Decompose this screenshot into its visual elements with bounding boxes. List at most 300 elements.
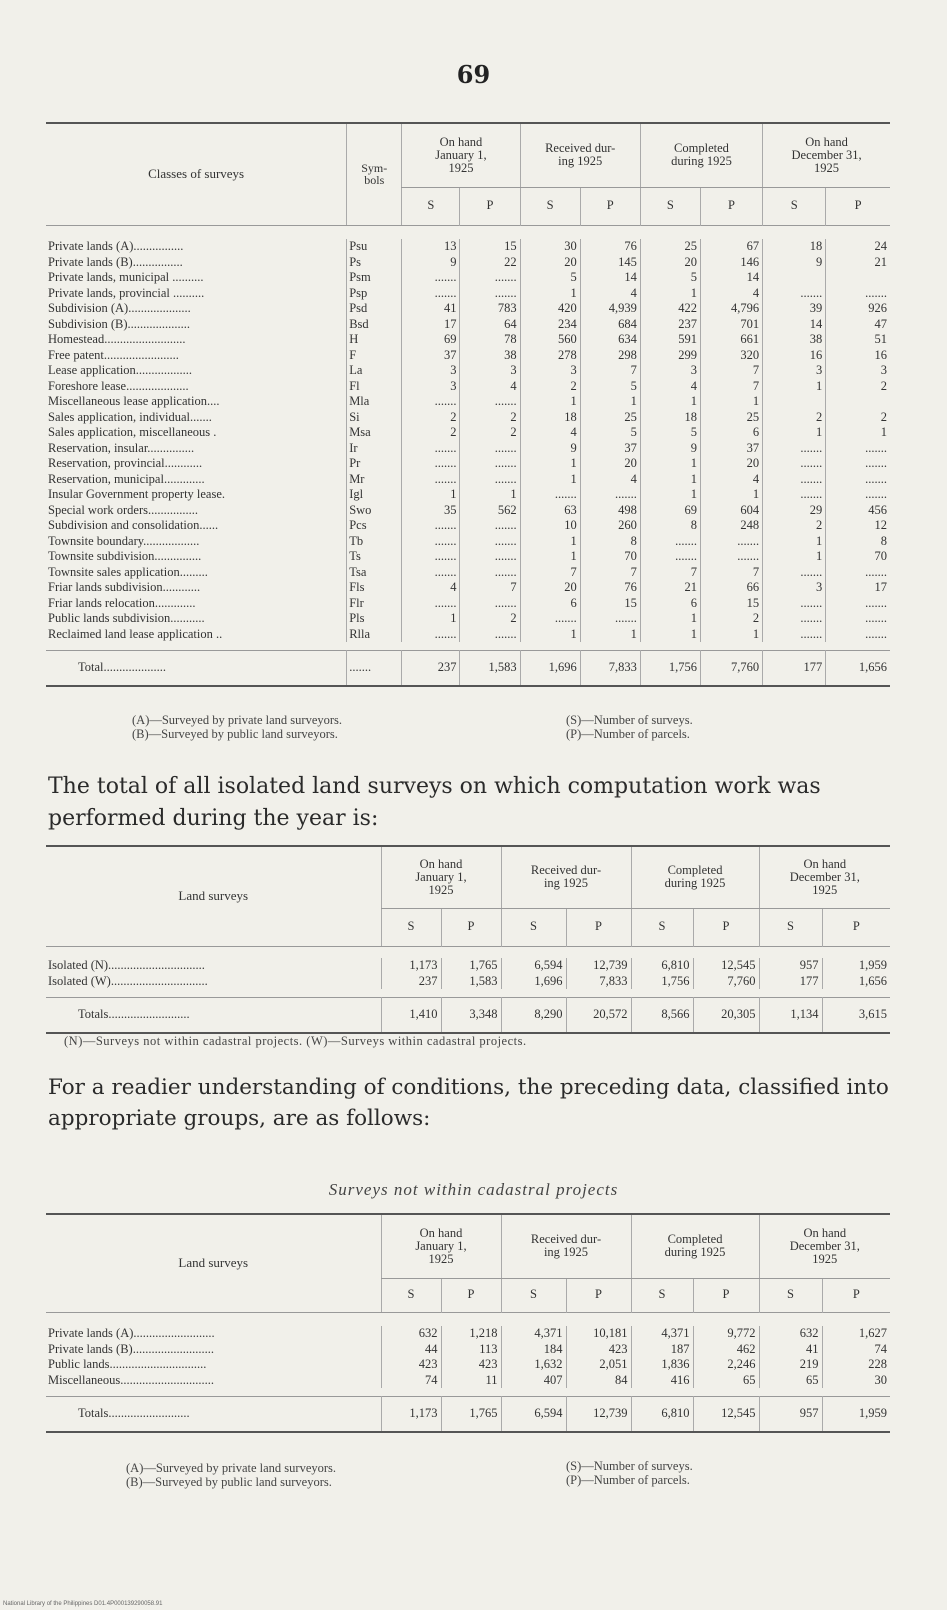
- row-label: Reservation, provincial............: [48, 456, 203, 470]
- cell-value: 14: [580, 270, 640, 286]
- cell-value: [763, 270, 826, 286]
- table-row: [46, 286, 890, 302]
- total-value: 1,134: [759, 997, 822, 1033]
- cell-value: .......: [763, 565, 826, 581]
- cell-value: 1: [640, 456, 700, 472]
- cell-value: 74: [822, 1342, 890, 1358]
- sub-p: P: [700, 187, 762, 225]
- sub-s: S: [381, 908, 441, 946]
- cell-value: 7: [640, 565, 700, 581]
- row-label: Public lands...............................: [48, 1357, 207, 1371]
- row-symbol: La: [347, 363, 402, 379]
- cell-value: .......: [402, 596, 460, 612]
- cell-value: .......: [763, 611, 826, 627]
- header-received: Received dur- ing 1925: [501, 1214, 631, 1278]
- cell-value: .......: [460, 549, 520, 565]
- cell-value: .......: [402, 565, 460, 581]
- total-label: Totals..........................: [78, 1406, 190, 1421]
- header-classes: Classes of surveys: [46, 123, 347, 225]
- cell-value: 113: [441, 1342, 501, 1358]
- cell-value: 70: [580, 549, 640, 565]
- total-value: 20,572: [566, 997, 631, 1033]
- page-number: 69: [456, 60, 491, 89]
- table-row: [46, 332, 890, 348]
- cell-value: 7: [700, 565, 762, 581]
- cell-value: 1: [640, 286, 700, 302]
- cell-value: 1,218: [441, 1326, 501, 1342]
- cell-value: 2: [460, 410, 520, 426]
- table-row: [46, 1326, 890, 1342]
- row-symbol: Pr: [347, 456, 402, 472]
- cell-value: .......: [460, 518, 520, 534]
- cell-value: .......: [826, 286, 890, 302]
- cell-value: 30: [822, 1373, 890, 1389]
- cell-value: 9: [520, 441, 580, 457]
- total-symbol: .......: [347, 650, 402, 686]
- cell-value: 1: [520, 456, 580, 472]
- cell-value: 7,833: [566, 974, 631, 990]
- sub-p: P: [580, 187, 640, 225]
- sub-s: S: [381, 1278, 441, 1312]
- total-value: 20,305: [693, 997, 759, 1033]
- cell-value: 604: [700, 503, 762, 519]
- table-row: [46, 379, 890, 395]
- cell-value: 957: [759, 958, 822, 974]
- cell-value: 3: [402, 379, 460, 395]
- total-value: 7,833: [580, 650, 640, 686]
- sub-p: P: [566, 1278, 631, 1312]
- total-value: 237: [402, 650, 460, 686]
- cell-value: 7,760: [693, 974, 759, 990]
- cell-value: 562: [460, 503, 520, 519]
- cell-value: 13: [402, 239, 460, 255]
- table-row: [46, 255, 890, 271]
- cell-value: 18: [640, 410, 700, 426]
- cell-value: 1: [520, 549, 580, 565]
- sub-p: P: [566, 908, 631, 946]
- cell-value: 6,810: [631, 958, 693, 974]
- row-symbol: Mr: [347, 472, 402, 488]
- cell-value: 5: [640, 270, 700, 286]
- table-row: [46, 627, 890, 643]
- row-label: Lease application..................: [48, 363, 193, 377]
- row-symbol: Msa: [347, 425, 402, 441]
- isolated-land-surveys-table: [46, 845, 890, 1034]
- row-label: Private lands, municipal ..........: [48, 270, 204, 284]
- cell-value: 21: [826, 255, 890, 271]
- total-value: 1,765: [441, 1396, 501, 1432]
- table1-note-right: (S)—Number of surveys. (P)—Number of parcels.: [566, 713, 693, 742]
- header-completed: Completed during 1925: [640, 123, 762, 187]
- cell-value: 420: [520, 301, 580, 317]
- cell-value: 184: [501, 1342, 566, 1358]
- sub-p: P: [441, 908, 501, 946]
- cell-value: 2,246: [693, 1357, 759, 1373]
- cell-value: 2: [402, 410, 460, 426]
- cell-value: 4: [520, 425, 580, 441]
- sub-s: S: [759, 1278, 822, 1312]
- total-value: 957: [759, 1396, 822, 1432]
- cell-value: 407: [501, 1373, 566, 1389]
- table-row: [46, 1373, 890, 1389]
- cell-value: 4,371: [501, 1326, 566, 1342]
- total-value: 1,756: [640, 650, 700, 686]
- cell-value: 1: [520, 394, 580, 410]
- cell-value: 926: [826, 301, 890, 317]
- cell-value: 20: [580, 456, 640, 472]
- cell-value: .......: [826, 627, 890, 643]
- cell-value: .......: [402, 456, 460, 472]
- cell-value: 298: [580, 348, 640, 364]
- cell-value: 3: [640, 363, 700, 379]
- cell-value: 1: [763, 379, 826, 395]
- cell-value: 1: [640, 611, 700, 627]
- cell-value: 10: [520, 518, 580, 534]
- cell-value: 4: [700, 472, 762, 488]
- header-on-hand-dec: On hand December 31, 1925: [759, 846, 890, 908]
- cell-value: 684: [580, 317, 640, 333]
- table-row: [46, 394, 890, 410]
- cell-value: 1: [640, 472, 700, 488]
- row-label: Sales application, individual.......: [48, 409, 212, 424]
- cell-value: 3: [520, 363, 580, 379]
- cell-value: .......: [763, 487, 826, 503]
- cell-value: 47: [826, 317, 890, 333]
- total-label: Totals..........................: [78, 1007, 190, 1022]
- cell-value: .......: [640, 534, 700, 550]
- table-row: [46, 1357, 890, 1373]
- row-symbol: Rlla: [347, 627, 402, 643]
- sub-p: P: [441, 1278, 501, 1312]
- sub-s: S: [501, 1278, 566, 1312]
- cell-value: 65: [759, 1373, 822, 1389]
- cell-value: .......: [520, 611, 580, 627]
- cell-value: 560: [520, 332, 580, 348]
- cell-value: .......: [763, 456, 826, 472]
- row-label: Sales application, miscellaneous .: [48, 425, 217, 439]
- table-row: [46, 580, 890, 596]
- table1-note-left: (A)—Surveyed by private land surveyors. (B)—Surveyed by public land surveyors.: [132, 713, 343, 742]
- cell-value: 462: [693, 1342, 759, 1358]
- cell-value: 35: [402, 503, 460, 519]
- sub-s: S: [763, 187, 826, 225]
- cell-value: 3: [402, 363, 460, 379]
- row-label: Reservation, municipal.............: [48, 471, 205, 486]
- total-value: 1,173: [381, 1396, 441, 1432]
- cell-value: 8: [580, 534, 640, 550]
- sub-s: S: [501, 908, 566, 946]
- sub-s: S: [759, 908, 822, 946]
- cell-value: 7: [580, 565, 640, 581]
- cell-value: [826, 394, 890, 410]
- sub-s: S: [631, 908, 693, 946]
- cell-value: .......: [402, 627, 460, 643]
- table-row: [46, 348, 890, 364]
- cell-value: 1,173: [381, 958, 441, 974]
- cell-value: 2: [460, 611, 520, 627]
- subtitle-not-within-cadastral: Surveys not within cadastral projects: [328, 1180, 619, 1199]
- total-value: 6,810: [631, 1396, 693, 1432]
- cell-value: .......: [826, 472, 890, 488]
- cell-value: 7: [460, 580, 520, 596]
- row-label: Free patent........................: [48, 347, 179, 362]
- cell-value: 4: [700, 286, 762, 302]
- header-completed: Completed during 1925: [631, 846, 759, 908]
- cell-value: 16: [826, 348, 890, 364]
- cell-value: 44: [381, 1342, 441, 1358]
- table-row: [46, 518, 890, 534]
- header-symbols: Sym- bols: [347, 123, 402, 225]
- row-symbol: Tsa: [347, 565, 402, 581]
- row-label: Reclaimed land lease application ..: [48, 626, 223, 641]
- row-symbol: Psp: [347, 286, 402, 302]
- cell-value: 145: [580, 255, 640, 271]
- cell-value: .......: [826, 441, 890, 457]
- cell-value: 5: [640, 425, 700, 441]
- cell-value: 51: [826, 332, 890, 348]
- cell-value: 1: [763, 549, 826, 565]
- sub-p: P: [822, 908, 890, 946]
- total-value: 7,760: [700, 650, 762, 686]
- row-symbol: Si: [347, 410, 402, 426]
- row-symbol: Fls: [347, 580, 402, 596]
- row-label: Foreshore lease....................: [48, 378, 189, 393]
- table-row: [46, 596, 890, 612]
- cell-value: 37: [700, 441, 762, 457]
- row-label: Subdivision (B)....................: [48, 316, 191, 331]
- table-row: [46, 363, 890, 379]
- total-value: 3,615: [822, 997, 890, 1033]
- cell-value: 38: [763, 332, 826, 348]
- cell-value: 632: [759, 1326, 822, 1342]
- total-row: [46, 997, 890, 1033]
- cell-value: [763, 394, 826, 410]
- cell-value: 7: [580, 363, 640, 379]
- cell-value: 3: [763, 363, 826, 379]
- cell-value: 1: [460, 487, 520, 503]
- header-on-hand-dec: On hand December 31, 1925: [763, 123, 890, 187]
- table-row: [46, 534, 890, 550]
- cell-value: 187: [631, 1342, 693, 1358]
- table-row: [46, 425, 890, 441]
- sub-p: P: [826, 187, 890, 225]
- cell-value: 12: [826, 518, 890, 534]
- table-row: [46, 487, 890, 503]
- sub-p: P: [460, 187, 520, 225]
- row-label: Public lands subdivision...........: [48, 611, 205, 625]
- cell-value: 69: [402, 332, 460, 348]
- table3-note-right: (S)—Number of surveys. (P)—Number of parcels.: [566, 1459, 693, 1488]
- cell-value: .......: [402, 549, 460, 565]
- cell-value: 76: [580, 239, 640, 255]
- row-label: Special work orders................: [48, 502, 198, 517]
- cell-value: 456: [826, 503, 890, 519]
- cell-value: 15: [700, 596, 762, 612]
- cell-value: 783: [460, 301, 520, 317]
- cell-value: 16: [763, 348, 826, 364]
- cell-value: 15: [580, 596, 640, 612]
- row-symbol: Mla: [347, 394, 402, 410]
- row-symbol: Ts: [347, 549, 402, 565]
- cell-value: .......: [460, 534, 520, 550]
- table2-note: (N)—Surveys not within cadastral projects. (W)—Surveys within cadastral projects.: [64, 1034, 527, 1048]
- cell-value: 1,583: [441, 974, 501, 990]
- row-symbol: Ps: [347, 255, 402, 271]
- row-symbol: Flr: [347, 596, 402, 612]
- cell-value: 6: [520, 596, 580, 612]
- cell-value: 591: [640, 332, 700, 348]
- cell-value: 4,939: [580, 301, 640, 317]
- sub-p: P: [693, 908, 759, 946]
- row-label: Friar lands subdivision............: [48, 580, 201, 594]
- row-label: Private lands (B)................: [48, 254, 183, 269]
- row-symbol: Pcs: [347, 518, 402, 534]
- cell-value: 632: [381, 1326, 441, 1342]
- sub-s: S: [402, 187, 460, 225]
- cell-value: .......: [826, 487, 890, 503]
- cell-value: 228: [822, 1357, 890, 1373]
- table-row: [46, 239, 890, 255]
- cell-value: 1: [700, 627, 762, 643]
- cell-value: 1: [640, 627, 700, 643]
- cell-value: 1,656: [822, 974, 890, 990]
- table-row: [46, 456, 890, 472]
- cell-value: 20: [520, 255, 580, 271]
- cell-value: 37: [580, 441, 640, 457]
- cell-value: 4: [402, 580, 460, 596]
- row-symbol: H: [347, 332, 402, 348]
- cell-value: 423: [566, 1342, 631, 1358]
- cell-value: 29: [763, 503, 826, 519]
- cell-value: 1: [763, 425, 826, 441]
- cell-value: 41: [759, 1342, 822, 1358]
- cell-value: 1,765: [441, 958, 501, 974]
- cell-value: 6: [640, 596, 700, 612]
- header-on-hand-dec: On hand December 31, 1925: [759, 1214, 890, 1278]
- cell-value: 37: [402, 348, 460, 364]
- total-value: 12,545: [693, 1396, 759, 1432]
- header-land-surveys: Land surveys: [46, 1214, 381, 1312]
- header-completed: Completed during 1925: [631, 1214, 759, 1278]
- cell-value: 67: [700, 239, 762, 255]
- cell-value: 18: [520, 410, 580, 426]
- cell-value: 10,181: [566, 1326, 631, 1342]
- cell-value: 498: [580, 503, 640, 519]
- cell-value: 423: [381, 1357, 441, 1373]
- table-row: [46, 301, 890, 317]
- cell-value: 12,545: [693, 958, 759, 974]
- cell-value: 4: [580, 472, 640, 488]
- cell-value: .......: [460, 441, 520, 457]
- cell-value: 21: [640, 580, 700, 596]
- cell-value: .......: [460, 456, 520, 472]
- sub-p: P: [822, 1278, 890, 1312]
- cell-value: 177: [759, 974, 822, 990]
- cell-value: 2: [520, 379, 580, 395]
- table-row: [46, 317, 890, 333]
- cell-value: 1,632: [501, 1357, 566, 1373]
- cell-value: 66: [700, 580, 762, 596]
- cell-value: 9: [640, 441, 700, 457]
- cell-value: 20: [700, 456, 762, 472]
- cell-value: .......: [520, 487, 580, 503]
- row-label: Isolated (W)...............................: [48, 973, 208, 988]
- cell-value: 237: [381, 974, 441, 990]
- cell-value: 4: [580, 286, 640, 302]
- row-label: Townsite subdivision...............: [48, 549, 202, 563]
- cell-value: .......: [402, 534, 460, 550]
- cell-value: 1,959: [822, 958, 890, 974]
- row-label: Townsite sales application.........: [48, 564, 208, 579]
- cell-value: .......: [763, 286, 826, 302]
- sub-s: S: [640, 187, 700, 225]
- cell-value: .......: [826, 596, 890, 612]
- cell-value: .......: [763, 441, 826, 457]
- cell-value: 4,796: [700, 301, 762, 317]
- row-label: Homestead..........................: [48, 332, 186, 346]
- cell-value: 7: [700, 379, 762, 395]
- cell-value: .......: [460, 596, 520, 612]
- total-value: 6,594: [501, 1396, 566, 1432]
- table-row: [46, 611, 890, 627]
- cell-value: 237: [640, 317, 700, 333]
- total-value: 8,290: [501, 997, 566, 1033]
- cell-value: 41: [402, 301, 460, 317]
- cell-value: 38: [460, 348, 520, 364]
- cell-value: .......: [460, 286, 520, 302]
- cell-value: 1: [520, 627, 580, 643]
- cell-value: 20: [640, 255, 700, 271]
- cell-value: 661: [700, 332, 762, 348]
- row-symbol: Swo: [347, 503, 402, 519]
- total-row: [46, 1396, 890, 1432]
- row-label: Townsite boundary..................: [48, 533, 200, 548]
- cell-value: 1: [640, 487, 700, 503]
- cell-value: 30: [520, 239, 580, 255]
- total-value: 177: [763, 650, 826, 686]
- cell-value: .......: [402, 441, 460, 457]
- cell-value: .......: [402, 270, 460, 286]
- cell-value: .......: [402, 394, 460, 410]
- row-symbol: Psm: [347, 270, 402, 286]
- row-symbol: Psu: [347, 239, 402, 255]
- row-label: Subdivision and consolidation......: [48, 518, 219, 532]
- cell-value: .......: [460, 565, 520, 581]
- cell-value: 14: [763, 317, 826, 333]
- cell-value: 234: [520, 317, 580, 333]
- cell-value: 1: [640, 394, 700, 410]
- cell-value: 219: [759, 1357, 822, 1373]
- cell-value: 422: [640, 301, 700, 317]
- row-label: Insular Government property lease.: [48, 487, 226, 501]
- row-symbol: Pls: [347, 611, 402, 627]
- cell-value: 4,371: [631, 1326, 693, 1342]
- row-label: Miscellaneous lease application....: [48, 394, 220, 408]
- cell-value: 7: [700, 363, 762, 379]
- paragraph-isolated-surveys: The total of all isolated land surveys on which computation work was performed during the year is:: [48, 774, 821, 831]
- total-value: 1,959: [822, 1396, 890, 1432]
- cell-value: 1: [520, 534, 580, 550]
- cell-value: 2: [402, 425, 460, 441]
- cell-value: 9: [402, 255, 460, 271]
- cell-value: .......: [460, 627, 520, 643]
- table3-note-left: (A)—Surveyed by private land surveyors. (B)—Surveyed by public land surveyors.: [126, 1461, 337, 1490]
- total-value: 1,410: [381, 997, 441, 1033]
- surveys-not-within-cadastral-table: [46, 1213, 890, 1433]
- total-value: 12,739: [566, 1396, 631, 1432]
- cell-value: 248: [700, 518, 762, 534]
- cell-value: 1: [520, 286, 580, 302]
